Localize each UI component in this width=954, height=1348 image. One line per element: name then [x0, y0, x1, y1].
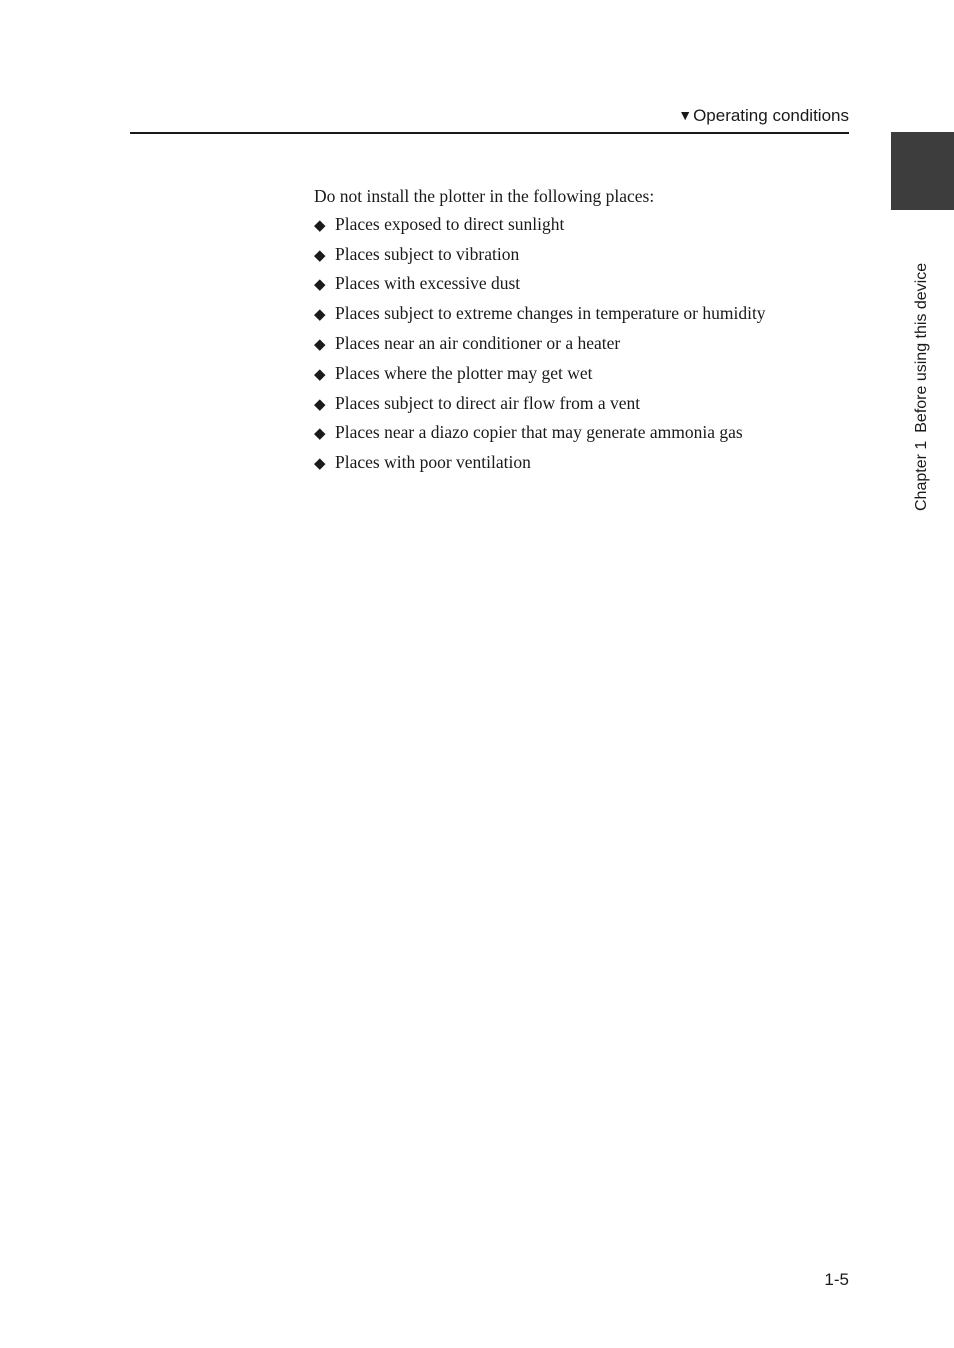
triangle-down-icon: ▼: [678, 107, 693, 123]
list-item: [314, 211, 834, 241]
intro-text: Do not install the plotter in the following places:: [314, 186, 655, 206]
diamond-bullet-icon: ◆: [314, 426, 326, 443]
list-item-text: Places near an air conditioner or a heater: [335, 332, 621, 353]
list-item: [314, 419, 834, 449]
list-item: [314, 330, 834, 360]
list-item-text: Places subject to extreme changes in temperature or humidity: [335, 303, 766, 324]
list-item: [314, 360, 834, 390]
list-item-text: Places where the plotter may get wet: [335, 362, 593, 383]
list-item-text: Places subject to direct air flow from a vent: [335, 392, 641, 413]
diamond-bullet-icon: ◆: [314, 307, 326, 324]
chapter-tab-marker: [891, 132, 954, 210]
chapter-number: Chapter 1: [913, 440, 930, 511]
list-item-text: Places near a diazo copier that may generate ammonia gas: [335, 422, 743, 443]
list-item: [314, 300, 834, 330]
list-item: [314, 241, 834, 271]
diamond-bullet-icon: ◆: [314, 396, 326, 413]
diamond-bullet-icon: ◆: [314, 336, 326, 353]
diamond-bullet-icon: ◆: [314, 217, 326, 234]
diamond-bullet-icon: ◆: [314, 366, 326, 383]
section-title-text: Operating conditions: [693, 106, 849, 125]
chapter-side-label: [913, 263, 931, 511]
chapter-title: Before using this device: [913, 262, 930, 433]
diamond-bullet-icon: ◆: [314, 277, 326, 294]
list-item: [314, 270, 834, 300]
list-item: [314, 390, 834, 420]
diamond-bullet-icon: ◆: [314, 247, 326, 264]
list-item-text: Places subject to vibration: [335, 243, 520, 264]
list-item-text: Places with excessive dust: [335, 273, 521, 294]
diamond-bullet-icon: ◆: [314, 456, 326, 473]
list-item-text: Places exposed to direct sunlight: [335, 213, 565, 234]
page-header: [130, 104, 849, 134]
page-number: 1-5: [824, 1270, 849, 1289]
list-item: [314, 449, 834, 479]
placement-list: [314, 211, 834, 479]
list-item-text: Places with poor ventilation: [335, 452, 531, 473]
section-title: [678, 106, 849, 126]
main-content: [314, 183, 834, 479]
